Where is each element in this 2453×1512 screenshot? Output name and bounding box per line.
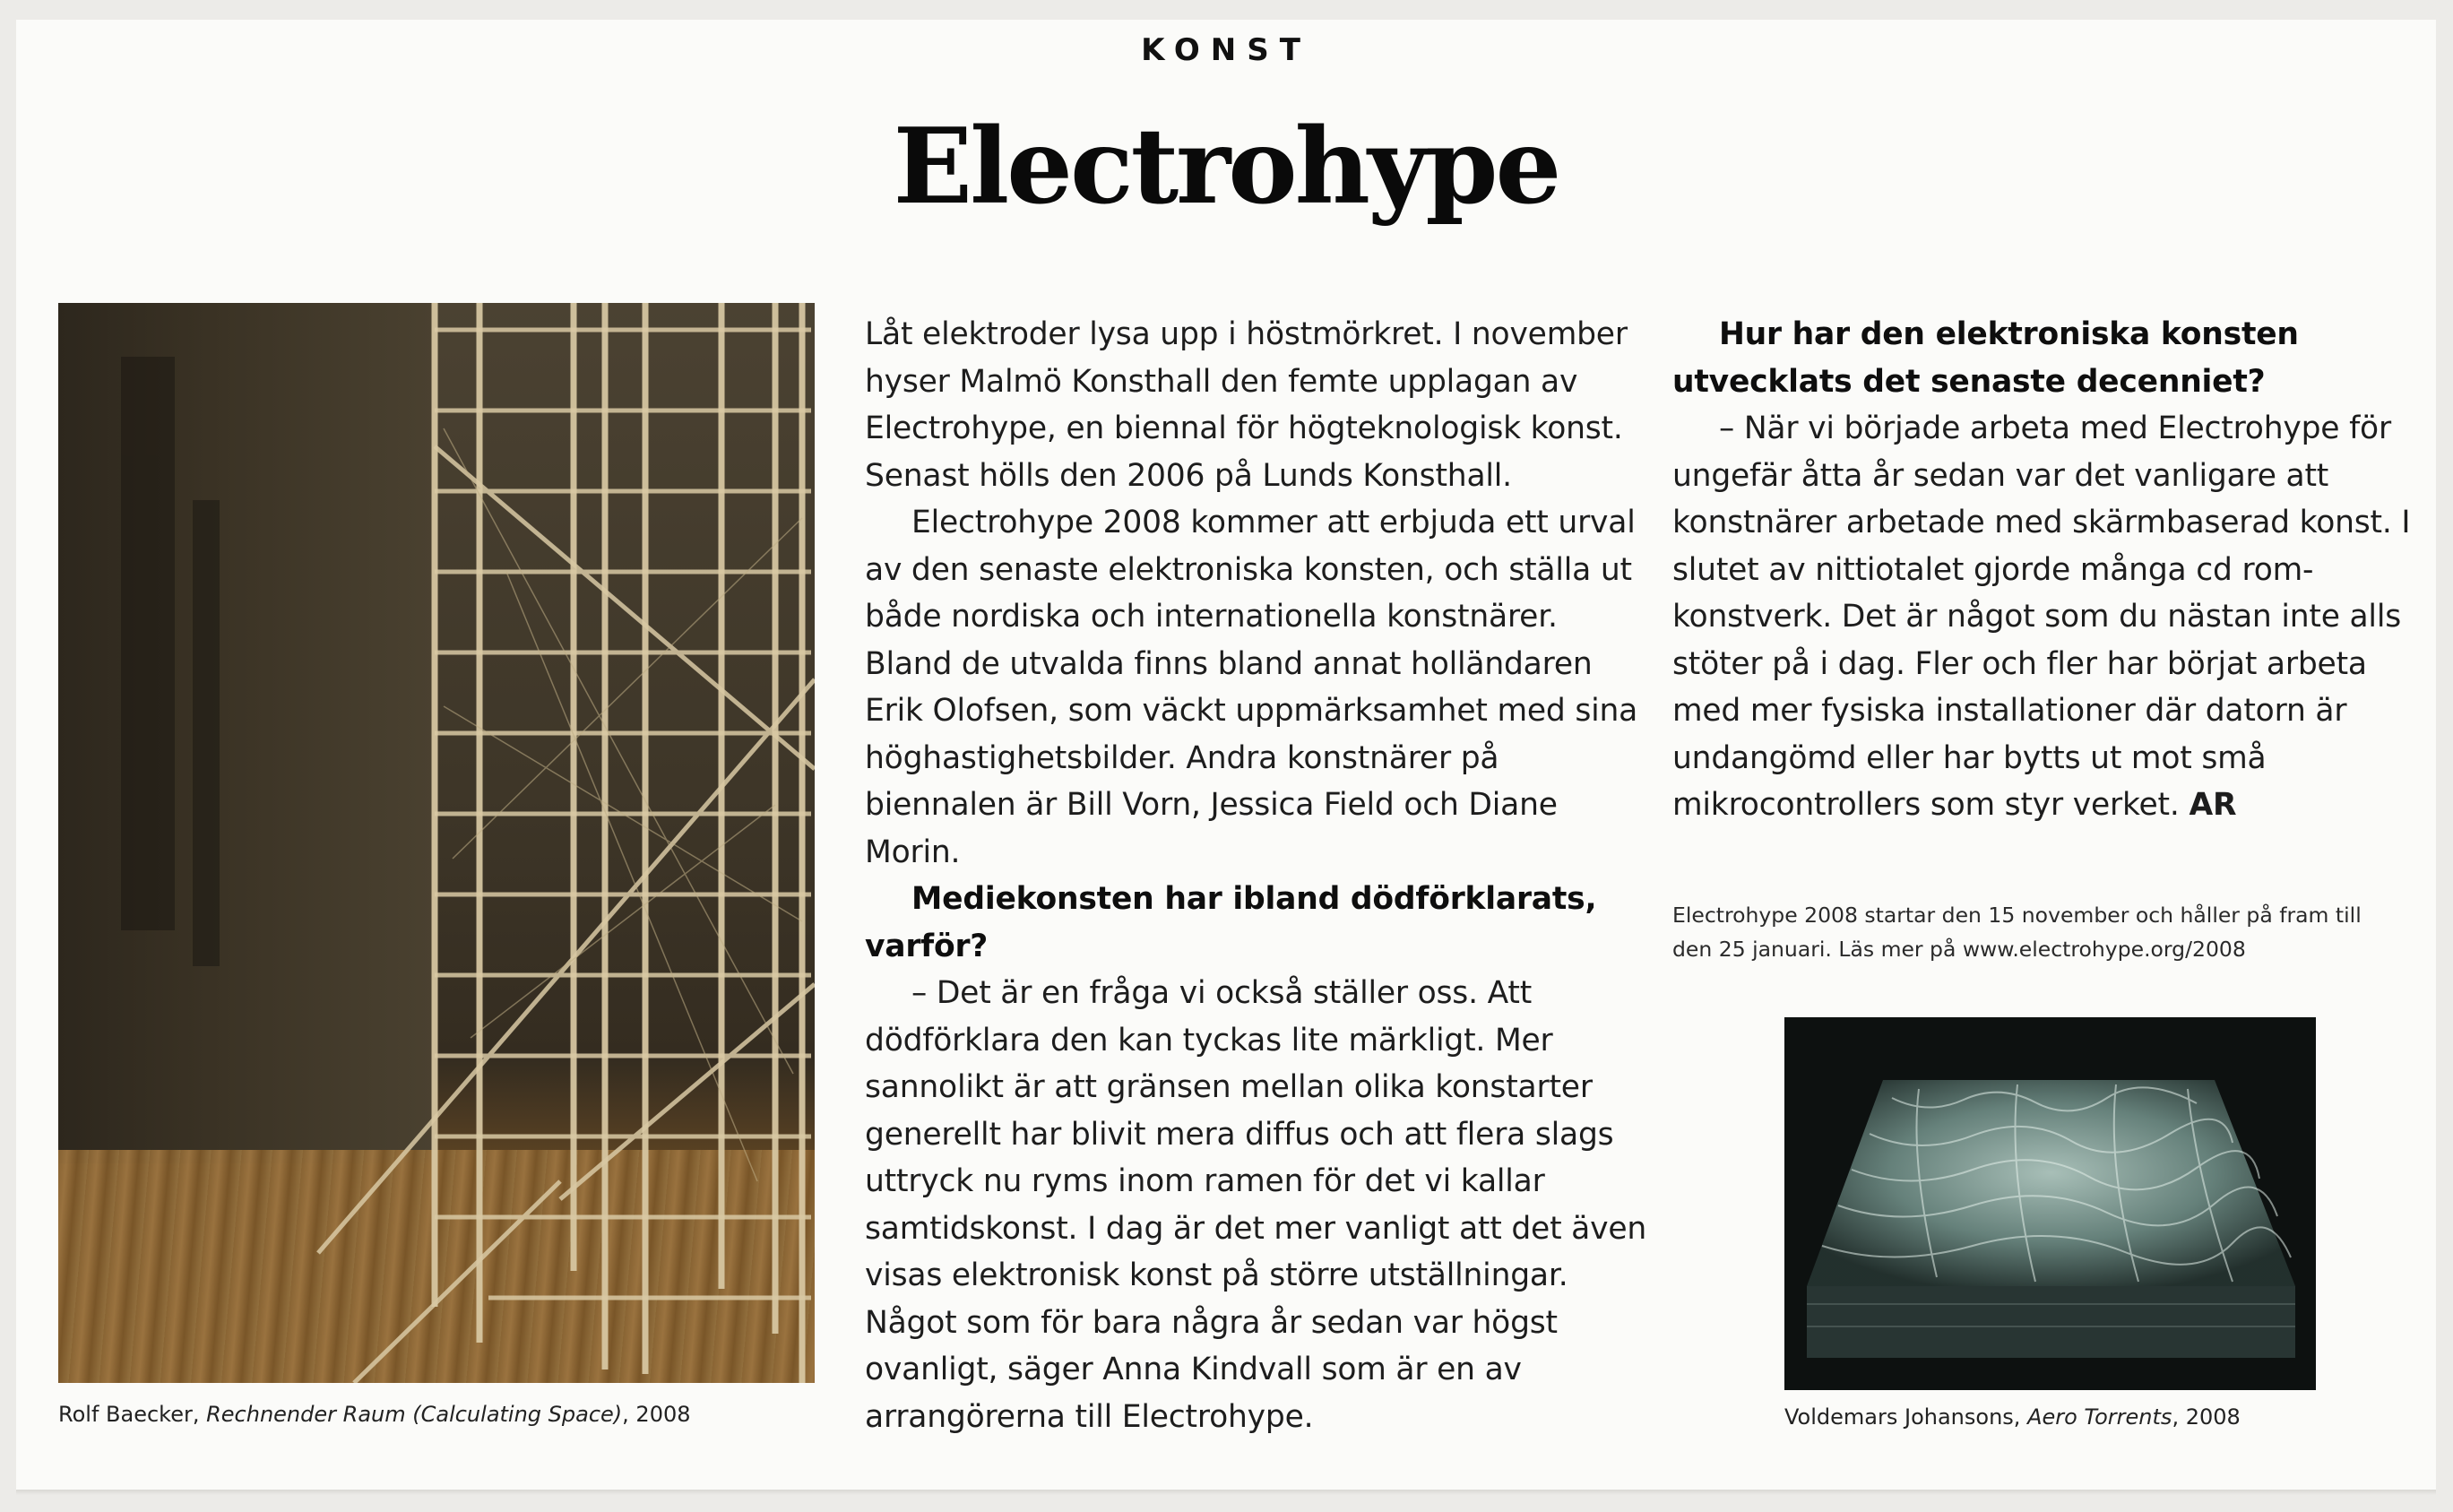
intro-paragraph: Låt elektroder lysa upp i höstmörkret. I november hyser Malmö Konsthall den femte upplagan av Electrohype, en biennal för högteknologisk konst. Senast hölls den 2006 på Lunds Konsthall. — [865, 316, 1628, 494]
magazine-page — [16, 20, 2436, 1490]
answer-2-text: – När vi började arbeta med Electrohype för ungefär åtta år sedan var det vanligare att konstnärer arbetade med skärmbaserad konst. I slutet av nittiotalet gjorde många cd rom-konstverk. Det är något som du nästan inte alls stöter på i dag. Fler och fler har börjat arbeta med mer fysiska installationer där datorn är undangömd eller har bytts ut mot små mikrocontrollers som styr verket. — [1672, 410, 2411, 823]
event-info-note: Electrohype 2008 startar den 15 november och håller på fram till den 25 januari. Läs mer på www.electrohype.org/2008 — [1672, 903, 2362, 962]
interview-answer-1: – Det är en fråga vi också ställer oss. Att dödförklara den kan tyckas lite märkligt. Mer sannolikt är att gränsen mellan olika konstarter generellt har blivit mera diffus och att flera slags uttryck nu ryms inom ramen för det vi kallar samtidskonst. I dag är det mer vanligt att det även visas elektronisk konst på större utställningar. Något som för bara några år sedan var högst ovanligt, säger Anna Kindvall som är en av arrangörerna till Electrohype. — [865, 975, 1647, 1435]
interview-question-2: Hur har den elektroniska konsten utvecklats det senaste decenniet? — [1672, 316, 2299, 400]
article-column-2 — [1672, 311, 2425, 829]
photo-calculating-space — [58, 303, 815, 1383]
caption-artwork-title: Rechnender Raum (Calculating Space) — [206, 1402, 623, 1427]
caption-year: , 2008 — [622, 1402, 691, 1427]
caption-left-photo — [58, 1402, 691, 1427]
section-label: KONST — [1141, 32, 1311, 68]
photo-aero-torrents — [1784, 1017, 2316, 1390]
caption-right-photo — [1784, 1404, 2241, 1430]
water-tank-graphic — [1784, 1017, 2316, 1390]
caption-year: , 2008 — [2172, 1404, 2241, 1430]
article-headline: Electrohype — [893, 106, 1559, 228]
body-paragraph: Electrohype 2008 kommer att erbjuda ett urval av den senaste elektroniska konsten, och ställa ut både nordiska och internationella konstnärer. Bland de utvalda finns bland annat holländaren Erik Olofsen, som väckt uppmärksamhet med sina höghastighetsbilder. Andra konstnärer på biennalen är Bill Vorn, Jessica Field och Diane Morin. — [865, 505, 1638, 870]
scaffold-structure-graphic — [58, 303, 815, 1383]
article-column-1 — [865, 311, 1654, 1440]
author-signature: AR — [2189, 787, 2237, 823]
caption-artist: Rolf Baecker, — [58, 1402, 200, 1427]
caption-artist: Voldemars Johansons, — [1784, 1404, 2021, 1430]
interview-answer-2 — [1672, 405, 2425, 829]
caption-artwork-title: Aero Torrents — [2027, 1404, 2172, 1430]
interview-question-1: Mediekonsten har ibland dödförklarats, varför? — [865, 881, 1597, 964]
